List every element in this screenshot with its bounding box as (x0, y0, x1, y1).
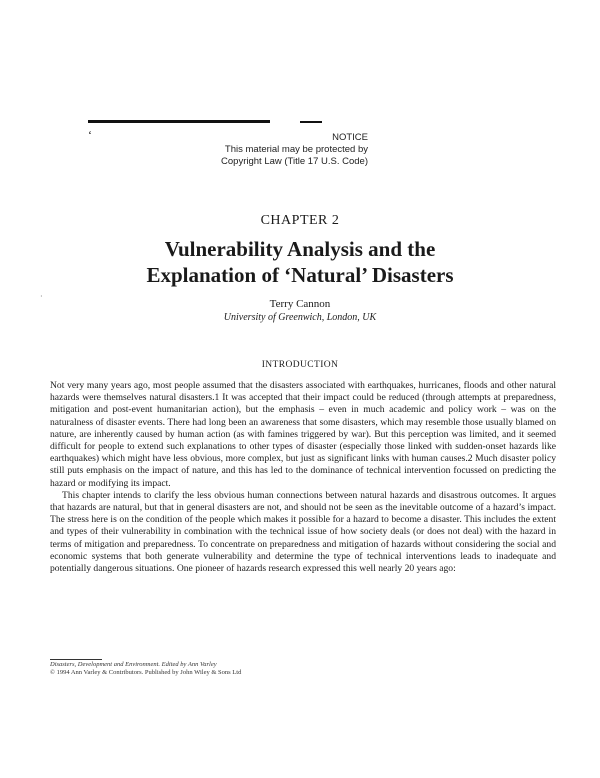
margin-dot: · (40, 292, 43, 301)
copyright-notice (198, 132, 368, 168)
section-heading: INTRODUCTION (261, 360, 339, 370)
chapter-title-line-1: Vulnerability Analysis and the (164, 237, 436, 261)
header-rule-short (300, 121, 322, 123)
author-name: Terry Cannon (269, 298, 331, 310)
chapter-label: CHAPTER 2 (260, 213, 340, 228)
author-affiliation: University of Greenwich, London, UK (223, 312, 377, 323)
paragraph-1: Not very many years ago, most people assumed that the disasters associated with earthquakes, hurricanes, floods and other natural hazards were themselves natural disasters.1 It was accepted that their impact could be reduced (through attempts at preparedness, mitigation and post-event humanitarian action), but the emphasis – even in much academic and policy work – was on the naturalness of disaster events. There had long been an awareness that some disasters, which may resemble those usually blamed on nature, are inherently caused by human action (as with famines triggered by war). But this perception was limited, and it seemed difficult for people to extend such explanations to other types of disaster (especially those linked with sudden-onset hazards like earthquakes) which might have less obvious, more complex, but just as significant links with human causes.2 Much disaster policy still puts emphasis on the impact of nature, and this has led to the dominance of technical intervention focussed on predicting the hazard or modifying its impact. (50, 380, 556, 489)
footnote-line-2: © 1994 Ann Varley & Contributors. Published by John Wiley & Sons Ltd (50, 669, 242, 676)
notice-line-1: This material may be protected by (224, 144, 368, 155)
footnote-line-1: Disasters, Development and Environment. Edited by Ann Varley (50, 661, 217, 668)
notice-heading: NOTICE (332, 132, 368, 143)
chapter-title-line-2: Explanation of ‘Natural’ Disasters (146, 263, 454, 287)
tick-mark: ‘ (88, 128, 92, 142)
paragraph-2: This chapter intends to clarify the less obvious human connections between natural hazards and disastrous outcomes. It argues that hazards are natural, but that in general disasters are not, and should not be seen as the inevitable outcome of a hazard’s impact. The stress here is on the condition of the people which makes it possible for a hazard to become a disaster. This includes the extent and types of their vulnerability in combination with the technical issue of how society deals (or does not deal) with the hazard in terms of mitigation and preparedness. To concentrate on preparedness and mitigation of hazards without considering the social and economic systems that both generate vulnerability and determine the type of technical interventions leads to inadequate and potentially dangerous situations. One pioneer of hazards research expressed this well nearly 20 years ago: (50, 489, 556, 575)
notice-line-2: Copyright Law (Title 17 U.S. Code) (221, 156, 368, 167)
chapter-title (0, 236, 600, 288)
body-text (50, 380, 556, 575)
footnote-rule (50, 659, 102, 660)
footnote (50, 661, 350, 677)
header-rule (88, 120, 270, 123)
